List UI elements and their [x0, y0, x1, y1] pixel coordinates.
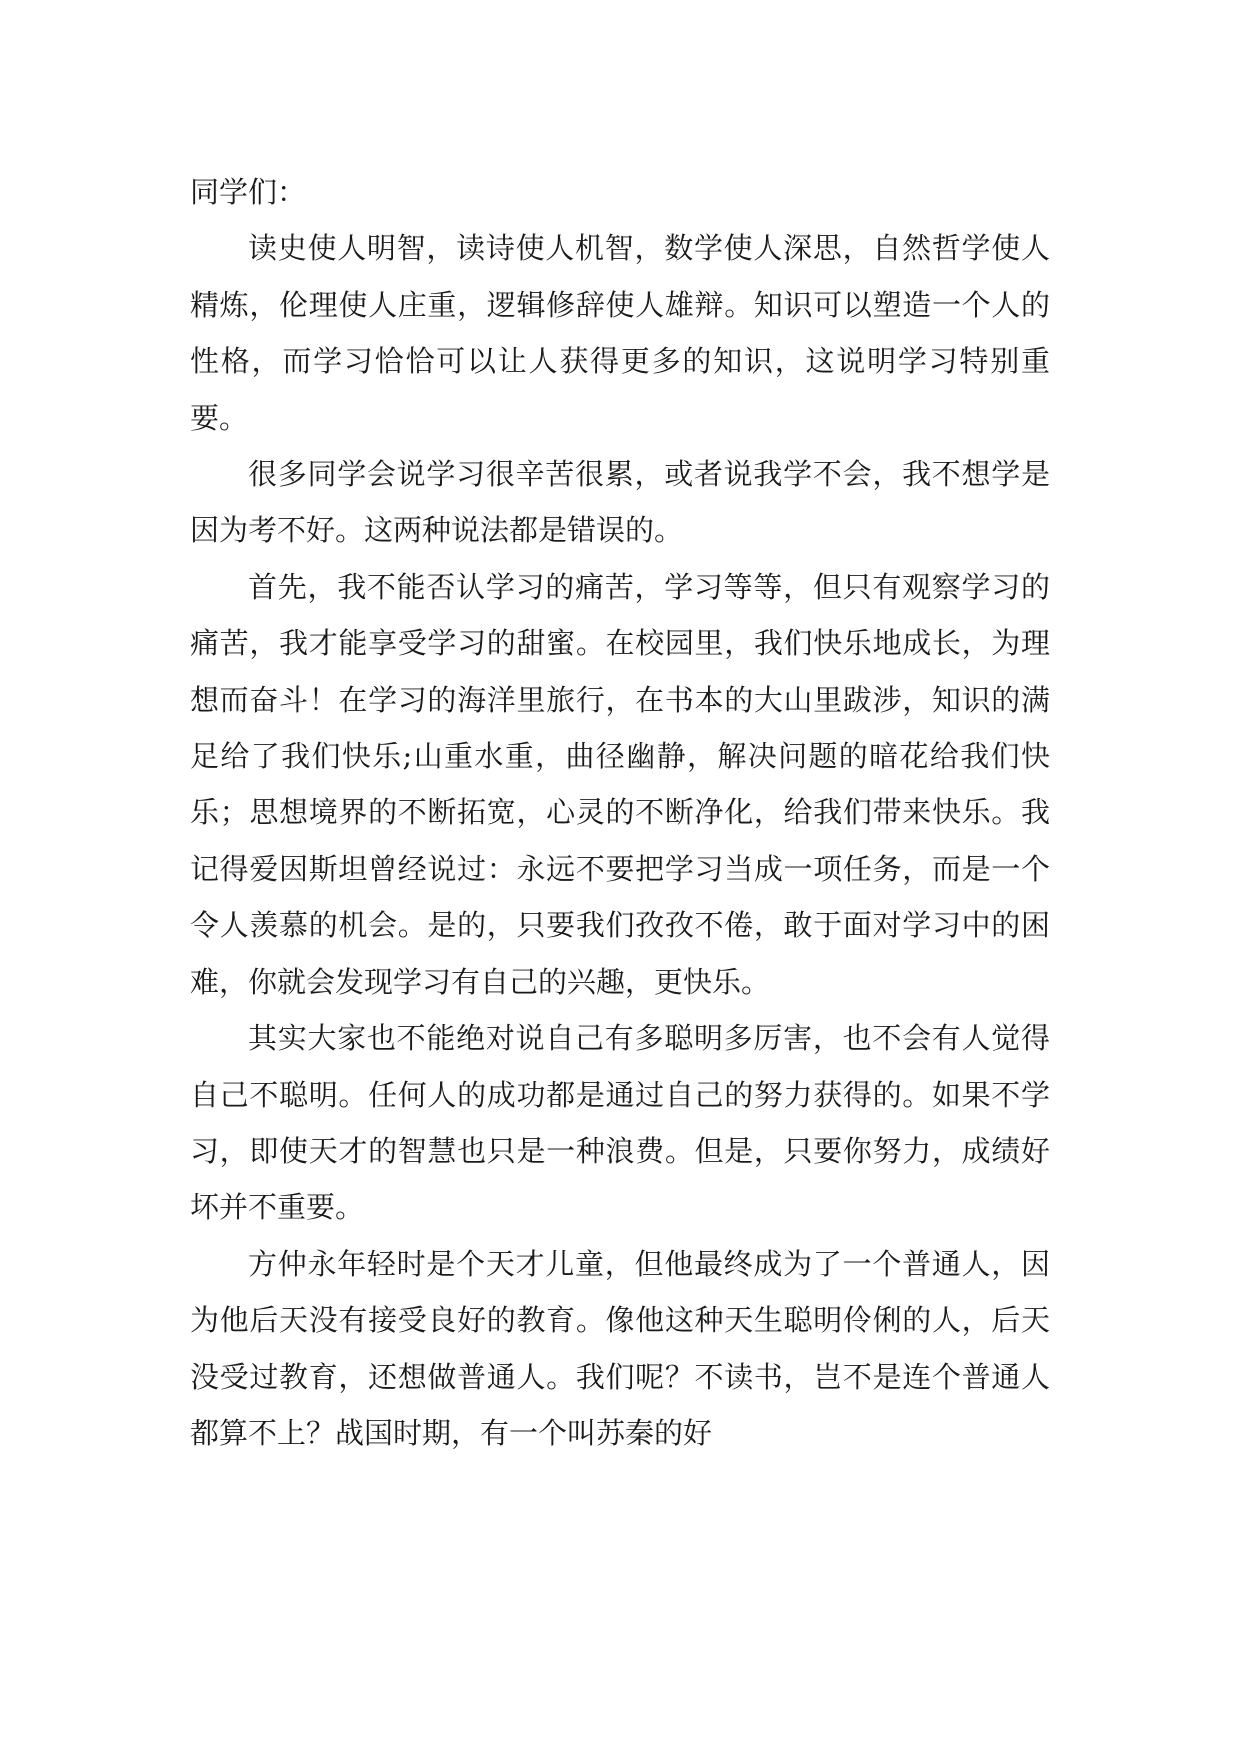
paragraph: 很多同学会说学习很辛苦很累，或者说我学不会，我不想学是因为考不好。这两种说法都是错误的。 [190, 457, 1050, 548]
document-body [190, 164, 1050, 1461]
paragraph: 读史使人明智，读诗使人机智，数学使人深思，自然哲学使人精炼，伦理使人庄重，逻辑修辞使人雄辩。知识可以塑造一个人的性格，而学习恰恰可以让人获得更多的知识，这说明学习特别重要。 [190, 231, 1050, 435]
greeting: 同学们： [190, 175, 307, 209]
paragraph: 方仲永年轻时是个天才儿童，但他最终成为了一个普通人，因为他后天没有接受良好的教育。像他这种天生聪明伶俐的人，后天没受过教育，还想做普通人。我们呢？不读书，岂不是连个普通人都算不上？战国时期，有一个叫苏秦的好 [190, 1246, 1050, 1450]
paragraph: 首先，我不能否认学习的痛苦，学习等等，但只有观察学习的痛苦，我才能享受学习的甜蜜。在校园里，我们快乐地成长，为理想而奋斗！在学习的海洋里旅行，在书本的大山里跋涉，知识的满足给了我们快乐;山重水重，曲径幽静，解决问题的暗花给我们快乐；思想境界的不断拓宽，心灵的不断净化，给我们带来快乐。我记得爱因斯坦曾经说过：永远不要把学习当成一项任务，而是一个令人羡慕的机会。是的，只要我们孜孜不倦，敢于面对学习中的困难，你就会发现学习有自己的兴趣，更快乐。 [190, 569, 1050, 999]
paragraph: 其实大家也不能绝对说自己有多聪明多厉害，也不会有人觉得自己不聪明。任何人的成功都是通过自己的努力获得的。如果不学习，即使天才的智慧也只是一种浪费。但是，只要你努力，成绩好坏并不重要。 [190, 1021, 1050, 1225]
